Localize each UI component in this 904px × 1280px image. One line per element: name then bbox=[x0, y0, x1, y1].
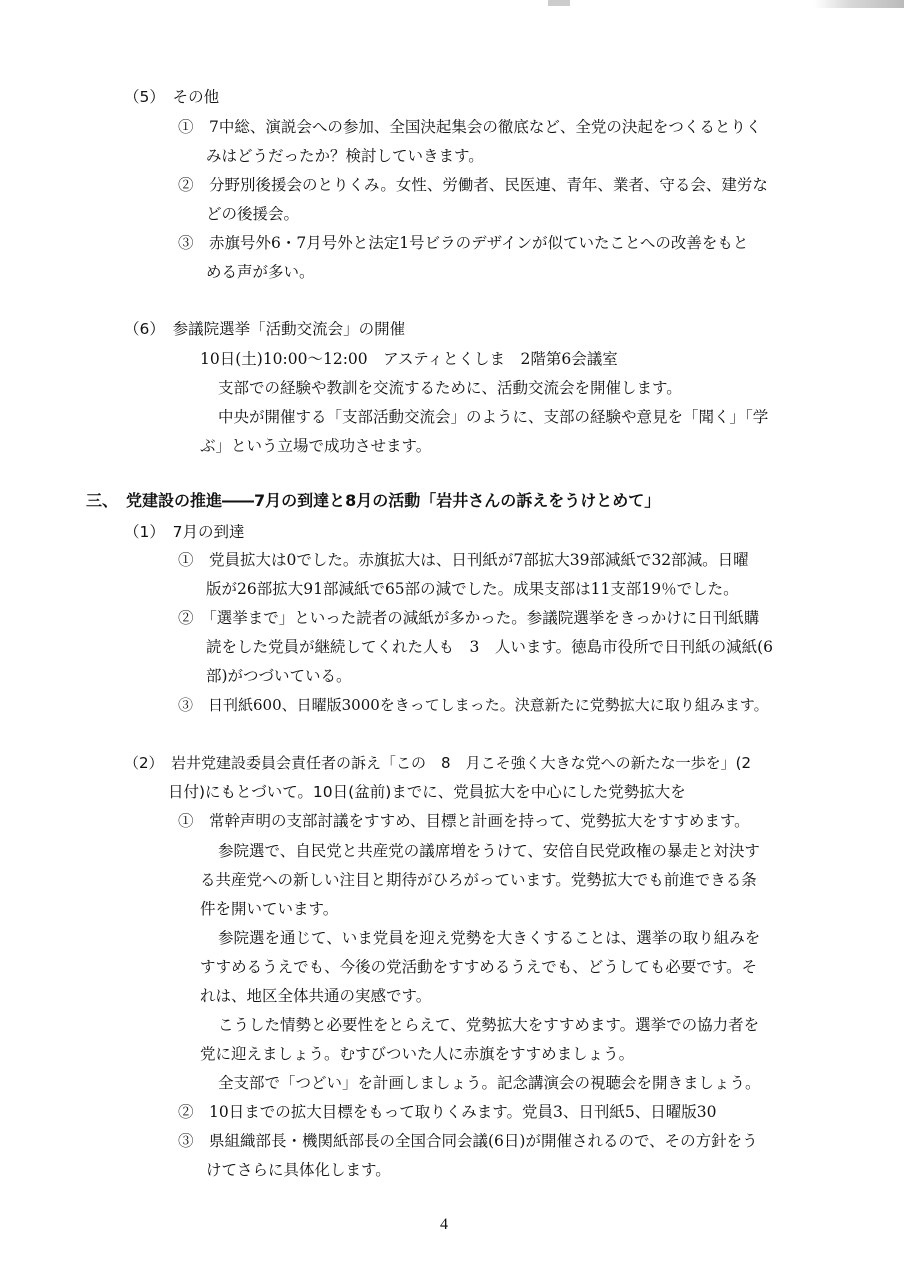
list-item-line: ③ 赤旗号外6・7月号外と法定1号ビラのデザインが似ていたことへの改善をもと bbox=[178, 234, 749, 252]
section-heading-2: （2） 岩井党建設委員会責任者の訴え「この 8 月こそ強く大きな党への新たな一歩を」(2 bbox=[124, 754, 751, 772]
page-number: 4 bbox=[440, 1216, 448, 1233]
list-item-line: ① 党員拡大は0でした。赤旗拡大は、日刊紙が7部拡大39部減紙で32部減。日曜 bbox=[178, 551, 749, 569]
list-item-line: 部)がつづいている。 bbox=[206, 667, 352, 685]
paragraph-line: 支部での経験や教訓を交流するために、活動交流会を開催します。 bbox=[218, 379, 682, 397]
section-heading-2-cont: 日付)にもとづいて。10日(盆前)までに、党員拡大を中心にした党勢拡大を bbox=[168, 783, 686, 801]
list-item-line: ① 常幹声明の支部討議をすすめ、目標と計画を持って、党勢拡大をすすめます。 bbox=[178, 812, 750, 830]
list-item-line: ③ 県組織部長・機関紙部長の全国合同会議(6日)が開催されるので、その方針をう bbox=[178, 1132, 758, 1150]
list-item-line: けてさらに具体化します。 bbox=[206, 1161, 391, 1179]
list-item-line: ① 7中総、演説会への参加、全国決起集会の徹底など、全党の決起をつくるとりく bbox=[178, 118, 762, 136]
list-item-line: ② 「選挙まで」といった読者の減紙が多かった。参議院選挙をきっかけに日刊紙購 bbox=[178, 609, 760, 627]
paragraph-line: すすめるうえでも、今後の党活動をすすめるうえでも、どうしても必要です。そ bbox=[200, 958, 758, 976]
paragraph-line: れは、地区全体共通の実感です。 bbox=[200, 987, 432, 1005]
list-item-line: みはどうだったか？検討していきます。 bbox=[206, 147, 484, 165]
list-item-line: ② 10日までの拡大目標をもって取りくみます。党員3、日刊紙5、日曜版30 bbox=[178, 1103, 717, 1121]
paragraph-line: 中央が開催する「支部活動交流会」のように、支部の経験や意見を「聞く」「学 bbox=[218, 408, 769, 426]
paragraph-line: 参院選を通じて、いま党員を迎え党勢を大きくすることは、選挙の取り組みを bbox=[218, 929, 761, 947]
scan-edge-mark bbox=[814, 0, 904, 8]
paragraph-line: 参院選で、自民党と共産党の議席増をうけて、安倍自民党政権の暴走と対決す bbox=[218, 842, 760, 860]
list-item-line: ② 分野別後援会のとりくみ。女性、労働者、民医連、青年、業者、守る会、建労な bbox=[178, 176, 768, 194]
paragraph-line: る共産党への新しい注目と期待がひろがっています。党勢拡大でも前進できる条 bbox=[200, 871, 757, 889]
list-item-line: 版が26部拡大91部減紙で65部の減でした。成果支部は11支部19％でした。 bbox=[206, 580, 739, 598]
section-heading-1: （1） 7月の到達 bbox=[124, 523, 245, 541]
paragraph-line: 10日(土)10:00～12:00 アスティとくしま 2階第6会議室 bbox=[200, 350, 618, 368]
list-item-line: める声が多い。 bbox=[206, 263, 315, 281]
list-item-line: 読をした党員が継続してくれた人も 3 人います。徳島市役所で日刊紙の減紙(6 bbox=[206, 638, 774, 656]
list-item-line: どの後援会。 bbox=[206, 205, 300, 223]
paragraph-line: 党に迎えましょう。むすびついた人に赤旗をすすめましょう。 bbox=[200, 1045, 635, 1063]
section-heading-5: （5） その他 bbox=[124, 88, 220, 106]
paragraph-line: ぶ」という立場で成功させます。 bbox=[200, 437, 432, 455]
paragraph-line: こうした情勢と必要性をとらえて、党勢拡大をすすめます。選挙での協力者を bbox=[218, 1016, 760, 1034]
paragraph-line: 件を開いています。 bbox=[200, 900, 339, 918]
list-item-line: ③ 日刊紙600、日曜版3000をきってしまった。決意新たに党勢拡大に取り組みます。 bbox=[178, 696, 769, 714]
scan-edge-mark bbox=[548, 0, 570, 6]
chapter-heading: 三、 党建設の推進――7月の到達と8月の活動「岩井さんの訴えをうけとめて」 bbox=[86, 491, 661, 510]
section-heading-6: （6） 参議院選挙「活動交流会」の開催 bbox=[124, 320, 406, 338]
paragraph-line: 全支部で「つどい」を計画しましょう。記念講演会の視聴会を開きましょう。 bbox=[218, 1074, 761, 1092]
